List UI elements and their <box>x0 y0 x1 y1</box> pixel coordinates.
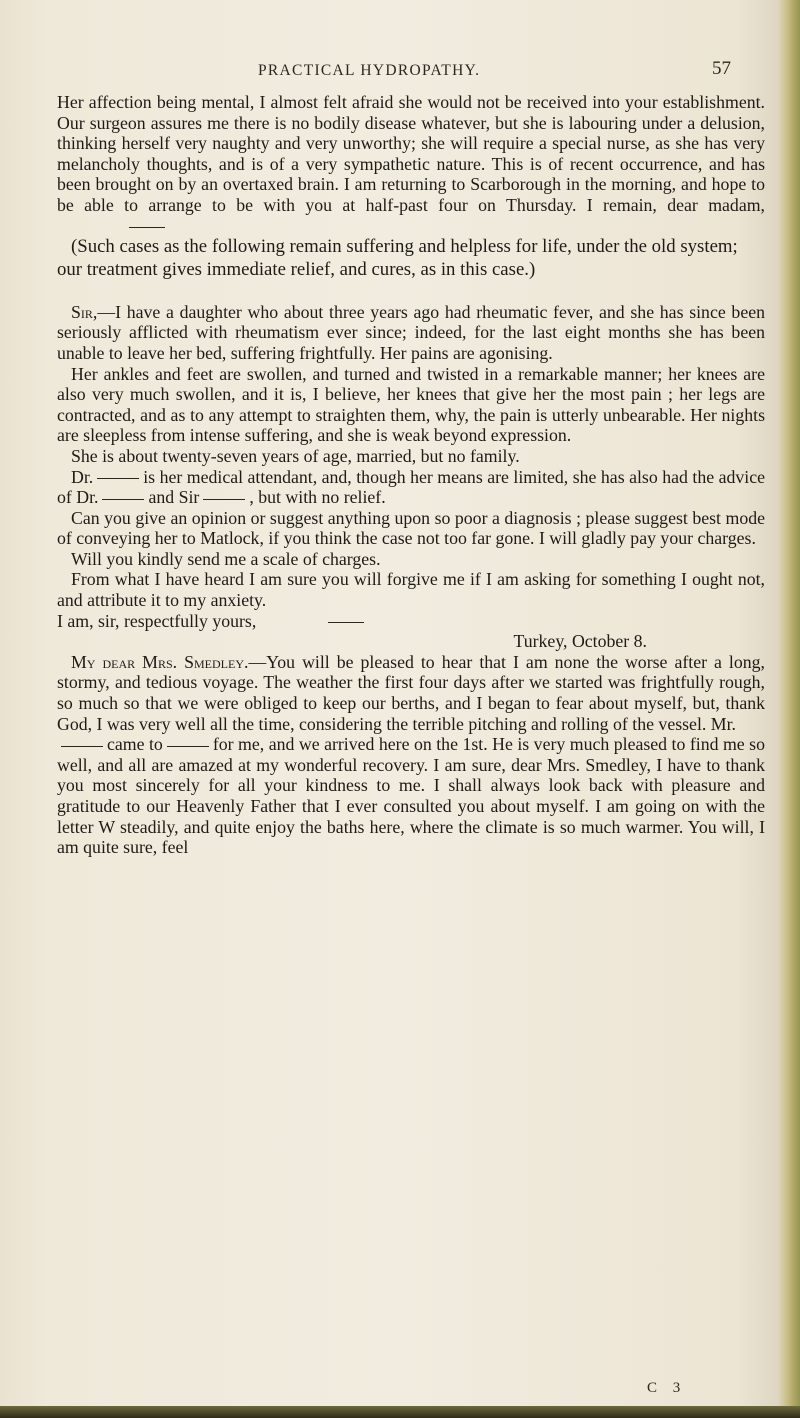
letter-2-paragraph-1 <box>57 302 765 364</box>
letter-3-dateline: Turkey, October 8. <box>513 631 647 652</box>
closing-rule <box>328 622 364 623</box>
p4-part-b: is her medical attendant, and, though her means are limited, she has also had the advice of Dr. <box>57 466 765 508</box>
letter-2-paragraph-3: She is about twenty-seven years of age, married, but no family. <box>71 445 520 466</box>
signature-mark: C 3 <box>647 1380 687 1396</box>
page-header <box>0 52 770 82</box>
editor-note: (Such cases as the following remain suffering and helpless for life, under the old system; our treatment gives immediate relief, and cures, as in this case.) <box>57 236 738 280</box>
letter-2-closing-text: I am, sir, respectfully yours, <box>57 610 257 631</box>
page-body <box>57 92 765 858</box>
letter-2-p1-text: —I have a daughter who about three years ago had rheumatic fever, and she has since been seriously afflicted with rheumatism ever since; indeed, for the last eight months she has been unable to leave her bed, suffering frightfully. Her pains are agonising. <box>57 301 765 363</box>
blank-rule <box>203 499 245 500</box>
letter-2 <box>57 302 765 632</box>
letter-3-paragraph-1 <box>57 652 765 858</box>
letter-1-text: Her affection being mental, I almost felt afraid she would not be received into your establishment. Our surgeon assures me there is no bodily disease whatever, but she is labouring under a delusion, thinking herself very naughty and very unworthy; she will require a special nurse, as she has very melancholy thoughts, and is of a very sympathetic nature. This is of recent occurrence, and has been brought on by an overtaxed brain. I am returning to Scarborough in the morning, and hope to be able to arrange to be with you at half-past four on Thursday. I remain, dear madam, <box>57 92 765 215</box>
letter-2-paragraph-2: Her ankles and feet are swollen, and turned and twisted in a remarkable manner; her knees are also very much swollen, and it is, I believe, her knees that give her the most pain ; her legs are contracted, and as to any attempt to straighten them, why, the pain is utterly unbearable. Her nights are sleepless from intense suffering, and she is weak beyond expression. <box>57 363 765 446</box>
letter-2-paragraph-7: From what I have heard I am sure you will forgive me if I am asking for something I ought not, and attribute it to my anxiety. <box>57 569 765 611</box>
letter-2-closing <box>57 611 765 632</box>
page-bottom-edge <box>0 1406 800 1418</box>
blank-rule <box>97 478 139 479</box>
letter-2-paragraph-6: Will you kindly send me a scale of charges. <box>71 548 381 569</box>
l3-part-c: for me, and we arrived here on the 1st. He is very much pleased to find me so well, and all are amazed at my wonderful recovery. I am sure, dear Mrs. Smedley, I have to thank you most sincerely for all your kindness to me. I shall always look back with pleasure and gratitude to our Heavenly Father that I ever consulted you about myself. I am going on with the letter W steadily, and quite enjoy the baths here, where the climate is so much warmer. You will, I am quite sure, feel <box>57 734 765 858</box>
p4-part-d: , but with no relief. <box>249 487 386 508</box>
l3-part-b: came to <box>107 734 163 755</box>
letter-2-salutation: Sir, <box>71 301 98 322</box>
running-title: PRACTICAL HYDROPATHY. <box>258 62 481 79</box>
letter-2-paragraph-5: Can you give an opinion or suggest anything upon so poor a diagnosis ; please suggest best mode of conveying her to Matlock, if you think the case not too far gone. I will gladly pay your charges. <box>57 507 765 549</box>
letter-3 <box>57 631 765 858</box>
letter-1-body <box>57 92 765 236</box>
page-edge-shadow <box>778 0 800 1418</box>
p4-part-c: and Sir <box>148 487 200 508</box>
blank-rule <box>102 499 144 500</box>
page-number: 57 <box>712 58 731 79</box>
letter-3-salutation: My dear Mrs. Smedley. <box>71 651 249 672</box>
p4-part-a: Dr. <box>71 466 94 487</box>
blank-rule <box>167 746 209 747</box>
closing-rule <box>129 227 165 228</box>
blank-rule <box>61 746 103 747</box>
l3-part-a: —You will be pleased to hear that I am none the worse after a long, stormy, and tedious voyage. The weather the first four days after we started was frightfully rough, so much so that we were obliged to keep our berths, and I began to fear about myself, but, thank God, I was very well all the time, considering the terrible pitching and rolling of the vessel. Mr. <box>57 651 765 734</box>
letter-2-paragraph-4 <box>57 467 765 508</box>
